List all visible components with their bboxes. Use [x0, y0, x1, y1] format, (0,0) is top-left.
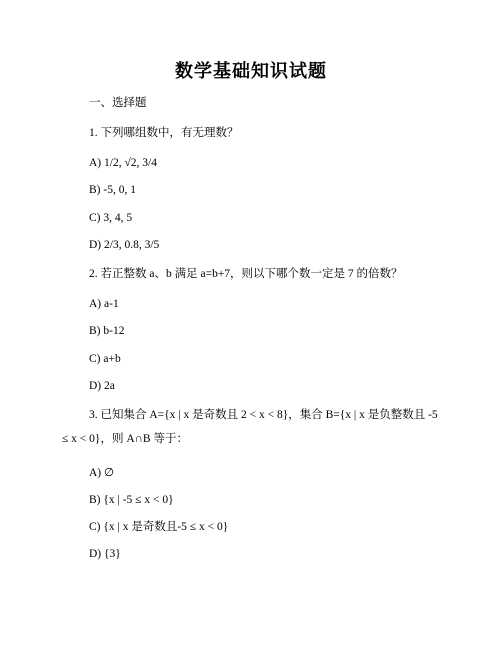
question-1-stem: 1. 下列哪组数中，有无理数？	[89, 127, 239, 139]
question-3-option-b: B) {x | -5 ≤ x < 0}	[89, 494, 174, 506]
question-3-stem: 3. 已知集合 A={x | x 是奇数且 2 < x < 8}，集合 B={x | x 是负整数且 -5 ≤ x < 0}，则 A∩B 等于：	[62, 409, 438, 445]
question-1-option-d: D) 2/3, 0.8, 3/5	[89, 239, 160, 251]
question-3-option-a: A) ∅	[89, 467, 115, 479]
question-2-option-c: C) a+b	[89, 353, 121, 365]
section-heading: 一、选择题	[89, 97, 147, 109]
question-2-option-d: D) 2a	[89, 380, 115, 392]
question-2-option-b: B) b-12	[89, 325, 125, 337]
question-1-option-b: B) -5, 0, 1	[89, 184, 136, 196]
question-1-option-a: A) 1/2, √2, 3/4	[89, 157, 157, 169]
question-2-stem: 2. 若正整数 a、b 满足 a=b+7，则以下哪个数一定是 7 的倍数？	[89, 268, 403, 280]
question-3-option-c: C) {x | x 是奇数且-5 ≤ x < 0}	[89, 521, 229, 533]
question-2-option-a: A) a-1	[89, 298, 119, 310]
question-3-option-d: D) {3}	[89, 548, 121, 560]
question-1-option-c: C) 3, 4, 5	[89, 212, 133, 224]
page-title: 数学基础知识试题	[175, 61, 327, 82]
